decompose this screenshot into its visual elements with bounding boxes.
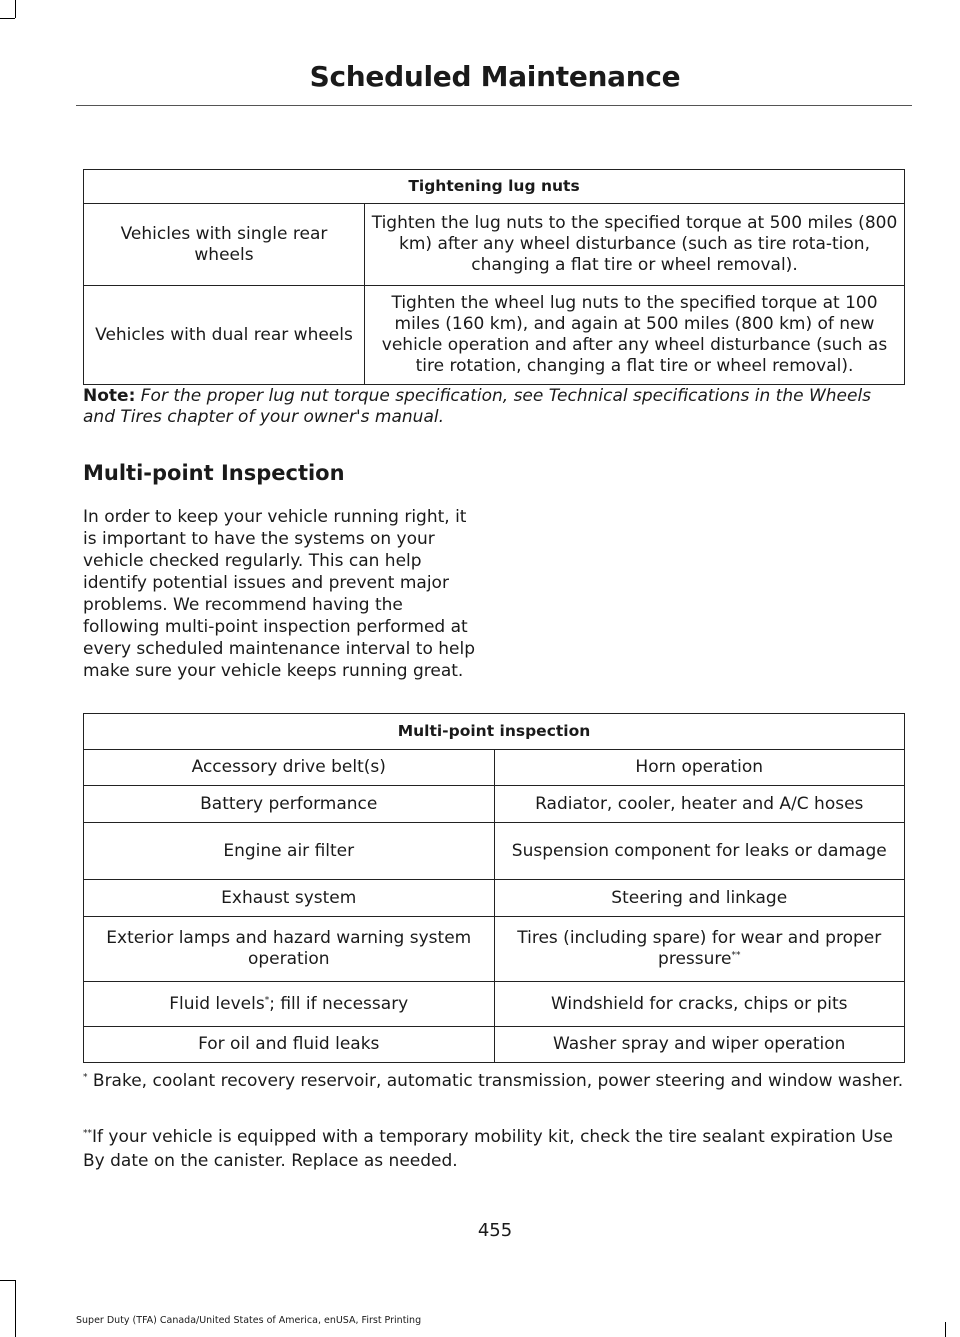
crop-mark-top-left-vertical — [15, 0, 16, 18]
mpi-item-left: For oil and fluid leaks — [84, 1027, 495, 1063]
footnote-text: If your vehicle is equipped with a temporary mobility kit, check the tire sealant expiration Use By date on the canister. Replace as needed. — [83, 1127, 894, 1171]
lug-table-header-row — [84, 170, 905, 204]
page-number: 455 — [477, 1220, 513, 1241]
footnote-marker: * — [264, 994, 270, 1005]
footnote-mark: * — [83, 1072, 88, 1083]
mpi-item-right: Steering and linkage — [494, 880, 905, 917]
table-row — [84, 750, 905, 786]
table-row — [84, 880, 905, 917]
mpi-item-right: Washer spray and wiper operation — [494, 1027, 905, 1063]
crop-mark-bottom-left-horizontal — [0, 1280, 15, 1281]
table-row — [84, 204, 905, 286]
mpi-item-left: Accessory drive belt(s) — [84, 750, 495, 786]
table-row — [84, 982, 905, 1027]
mpi-item-left: Exhaust system — [84, 880, 495, 917]
page-title: Scheduled Maintenance — [309, 60, 681, 93]
crop-mark-top-left-horizontal — [0, 18, 15, 19]
mpi-item-right: Horn operation — [494, 750, 905, 786]
mpi-item-left: Battery performance — [84, 786, 495, 823]
mpi-table-header-row — [84, 714, 905, 750]
note-text: For the proper lug nut torque specification, see Technical specifications in the Wheels and Tires chapter of your owner's manual. — [83, 386, 872, 427]
mpi-item-right — [494, 917, 905, 982]
mpi-item-left-text: Fluid levels — [169, 993, 265, 1014]
title-divider — [76, 105, 912, 106]
section-body: In order to keep your vehicle running right, it is important to have the systems on your vehicle checked regularly. This can help identify potential issues and prevent major problems. We recommend having the following multi-point inspection performed at every scheduled maintenance interval to help make sure your vehicle keeps running great. — [83, 507, 476, 681]
note-label: Note: — [83, 386, 136, 406]
section-heading: Multi-point Inspection — [83, 461, 345, 485]
mpi-item-right: Suspension component for leaks or damage — [494, 823, 905, 880]
footnote-marker: ** — [731, 950, 741, 961]
table-row — [84, 1027, 905, 1063]
mpi-table-title: Multi-point inspection — [84, 714, 905, 750]
lug-nut-table — [83, 169, 905, 385]
mpi-item-left: Exterior lamps and hazard warning system operation — [84, 917, 495, 982]
footnote-double-asterisk — [83, 1125, 913, 1173]
table-row — [84, 823, 905, 880]
footnote-mark: ** — [83, 1128, 92, 1139]
table-row — [84, 786, 905, 823]
multi-point-inspection-table — [83, 713, 905, 1063]
footer-text: Super Duty (TFA) Canada/United States of America, enUSA, First Printing — [76, 1315, 422, 1326]
table-row — [84, 286, 905, 385]
lug-vehicle-type: Vehicles with single rear wheels — [84, 204, 365, 286]
mpi-item-left-suffix: ; fill if necessary — [269, 993, 409, 1014]
note — [83, 386, 908, 428]
lug-table-title: Tightening lug nuts — [84, 170, 905, 204]
mpi-item-left — [84, 982, 495, 1027]
mpi-item-right: Radiator, cooler, heater and A/C hoses — [494, 786, 905, 823]
crop-mark-bottom-left-vertical — [15, 1280, 16, 1337]
lug-vehicle-type: Vehicles with dual rear wheels — [84, 286, 365, 385]
footnote-text: Brake, coolant recovery reservoir, automatic transmission, power steering and window washer. — [87, 1071, 904, 1091]
mpi-item-right: Windshield for cracks, chips or pits — [494, 982, 905, 1027]
table-row — [84, 917, 905, 982]
lug-instruction: Tighten the wheel lug nuts to the specified torque at 100 miles (160 km), and again at 500 miles (800 km) of new vehicle operation and after any wheel disturbance (such as tire rotation, changing a flat tire or wheel removal). — [365, 286, 905, 385]
lug-instruction: Tighten the lug nuts to the specified torque at 500 miles (800 km) after any wheel disturbance (such as tire rota-tion, changing a flat tire or wheel removal). — [365, 204, 905, 286]
footnote-single-asterisk — [83, 1069, 913, 1093]
mpi-item-right-text: Tires (including spare) for wear and proper pressure — [517, 928, 882, 969]
mpi-item-left: Engine air filter — [84, 823, 495, 880]
crop-mark-bottom-right-vertical — [945, 1322, 946, 1337]
